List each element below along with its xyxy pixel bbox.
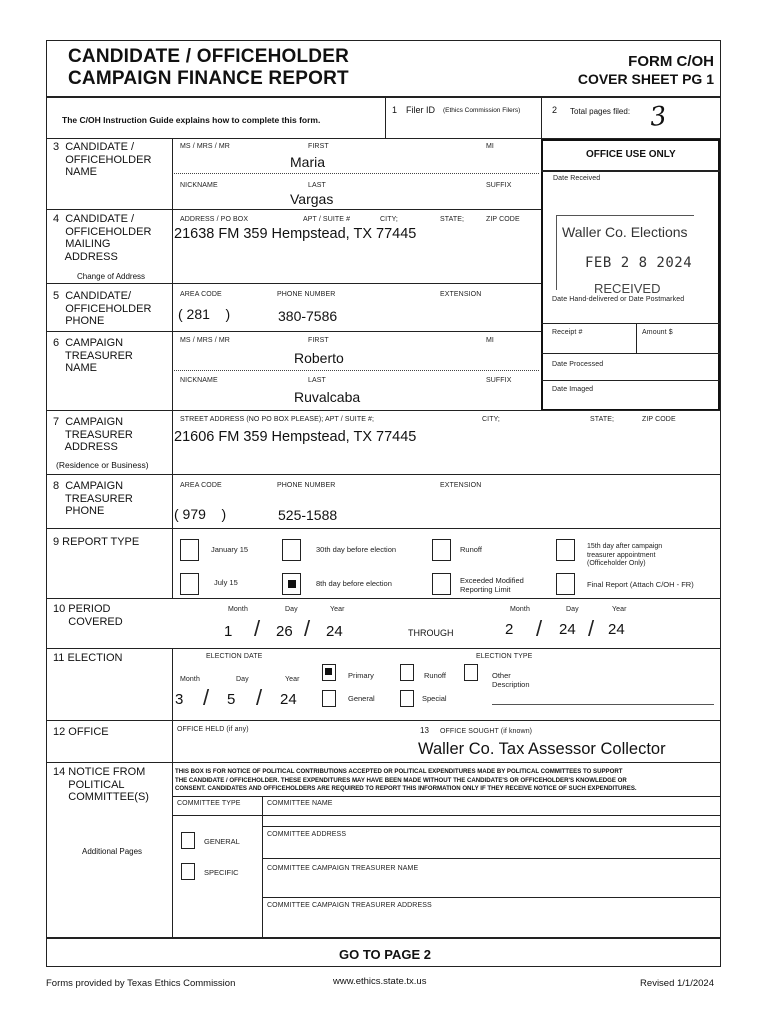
period-to-day[interactable]: 24 [559, 621, 576, 638]
report-type-july-15-checkbox[interactable] [180, 573, 199, 595]
stamp-received: RECEIVED [594, 281, 661, 296]
stamp-date: FEB 2 8 2024 [585, 255, 693, 271]
report-type-label: January 15 [211, 545, 249, 554]
change-of-address[interactable]: Change of Address [77, 272, 146, 281]
treasurer-first-name[interactable]: Roberto [294, 350, 344, 366]
s11-year-label: Year [285, 676, 300, 683]
s5-area-label: AREA CODE [180, 291, 222, 298]
stamp-entity: Waller Co. Elections [562, 224, 688, 240]
notice-line-1: THIS BOX IS FOR NOTICE OF POLITICAL CONTRIBUTIONS ACCEPTED OR POLITICAL EXPENDITURES MADE BY POLITICAL COMMITTEES TO SUPPORT [175, 768, 623, 775]
political-committee-notice [175, 768, 637, 794]
section-3-label: 3 CANDIDATE / OFFICEHOLDER NAME [53, 141, 152, 178]
candidate-first-name[interactable]: Maria [290, 154, 326, 170]
committee-address-label: COMMITTEE ADDRESS [267, 831, 347, 838]
s8-ext-label: EXTENSION [440, 482, 482, 489]
report-type-label: Final Report (Attach C/OH - FR) [587, 580, 694, 589]
date-imaged-label: Date Imaged [552, 386, 594, 393]
instruction-text: The C/OH Instruction Guide explains how to complete this form. [62, 115, 321, 125]
date-separator: / [536, 616, 543, 641]
filer-id-label: Filer ID [406, 105, 435, 115]
report-type-label: Runoff [460, 545, 482, 554]
election-day[interactable]: 5 [227, 691, 236, 708]
election-primary-checkbox[interactable] [322, 664, 336, 681]
s6-suffix-label: SUFFIX [486, 377, 512, 384]
committee-specific-label: SPECIFIC [204, 868, 239, 877]
committee-treasurer-address-label: COMMITTEE CAMPAIGN TREASURER ADDRESS [267, 902, 432, 909]
hand-delivered-label: Date Hand-delivered or Date Postmarked [552, 296, 685, 303]
s10-to-month-label: Month [510, 606, 530, 613]
s5-ext-label: EXTENSION [440, 291, 482, 298]
election-runoff-label: Runoff [424, 671, 446, 680]
period-from-month[interactable]: 1 [224, 623, 233, 640]
report-type-label: 30th day before election [316, 545, 397, 554]
election-runoff-checkbox[interactable] [400, 664, 414, 681]
s7-street-label: STREET ADDRESS (NO PO BOX PLEASE); APT / SUITE #; [180, 416, 375, 423]
filer-id-note: (Ethics Commission Filers) [443, 107, 521, 114]
candidate-phone[interactable]: 380-7586 [278, 308, 338, 324]
period-from-year[interactable]: 24 [326, 623, 343, 640]
s3-nickname-label: NICKNAME [180, 182, 218, 189]
report-type-label: Exceeded Modified Reporting Limit [460, 576, 524, 594]
report-type-label: 15th day after campaign treasurer appointment (Officeholder Only) [587, 543, 663, 567]
section-5-label: 5 CANDIDATE/ OFFICEHOLDER PHONE [53, 290, 152, 327]
checkbox-mark [288, 580, 296, 588]
committee-general-checkbox[interactable] [181, 832, 195, 849]
s6-mi-label: MI [486, 337, 494, 344]
s3-ms-label: MS / MRS / MR [180, 143, 230, 150]
office-use-title: OFFICE USE ONLY [586, 149, 676, 160]
election-general-label: General [348, 694, 375, 703]
report-type-runoff-checkbox[interactable] [432, 539, 451, 561]
s11-day-label: Day [236, 676, 249, 683]
report-type-8th-day-checkbox[interactable] [282, 573, 301, 595]
total-pages-label: Total pages filed: [570, 107, 631, 116]
s6-nickname-label: NICKNAME [180, 377, 218, 384]
committee-treasurer-name-label: COMMITTEE CAMPAIGN TREASURER NAME [267, 865, 419, 872]
section-9-label: 9 REPORT TYPE [53, 536, 140, 548]
section-8-label: 8 CAMPAIGN TREASURER PHONE [53, 480, 133, 517]
form-subtitle: COVER SHEET PG 1 [577, 71, 714, 87]
residence-or-business: (Residence or Business) [56, 460, 149, 470]
s7-zip-label: ZIP CODE [642, 416, 676, 423]
s10-to-year-label: Year [612, 606, 627, 613]
election-type-label: ELECTION TYPE [476, 653, 533, 660]
report-type-exceeded-limit-checkbox[interactable] [432, 573, 451, 595]
candidate-last-name[interactable]: Vargas [290, 191, 334, 207]
receipt-label: Receipt # [552, 329, 583, 336]
other-description-line[interactable] [492, 704, 714, 705]
report-type-label: 8th day before election [316, 579, 392, 588]
s7-city-label: CITY; [482, 416, 500, 423]
section-12-label: 12 OFFICE [53, 726, 109, 738]
s4-city-label: CITY; [380, 216, 398, 223]
footer-url[interactable]: www.ethics.state.tx.us [333, 976, 427, 987]
additional-pages-label: Additional Pages [82, 847, 143, 856]
committee-name-label: COMMITTEE NAME [267, 800, 333, 807]
form-id: FORM C/OH [628, 53, 714, 70]
total-pages-value[interactable]: 3 [648, 101, 669, 133]
filer-id-number: 1 [392, 105, 398, 115]
report-type-january-15-checkbox[interactable] [180, 539, 199, 561]
checkbox-mark [325, 668, 332, 675]
election-date-label: ELECTION DATE [206, 653, 263, 660]
s3-suffix-label: SUFFIX [486, 182, 512, 189]
office-held-label: OFFICE HELD (if any) [177, 726, 249, 733]
section-4-label: 4 CANDIDATE / OFFICEHOLDER MAILING ADDRESS [53, 213, 152, 263]
s6-last-label: LAST [308, 377, 326, 384]
date-separator: / [588, 616, 595, 641]
s10-from-month-label: Month [228, 606, 248, 613]
committee-specific-checkbox[interactable] [181, 863, 195, 880]
section-10-label: 10 PERIOD COVERED [53, 603, 123, 628]
election-special-label: Special [422, 694, 447, 703]
s10-from-day-label: Day [285, 606, 298, 613]
section-14-label: 14 NOTICE FROM POLITICAL COMMITTEE(S) [53, 766, 149, 803]
treasurer-last-name[interactable]: Ruvalcaba [294, 389, 361, 405]
footer-provided-by: Forms provided by Texas Ethics Commission [46, 978, 236, 989]
go-to-page-2: GO TO PAGE 2 [339, 947, 431, 962]
notice-line-2: THE CANDIDATE / OFFICEHOLDER. THESE EXPENDITURES MAY HAVE BEEN MADE WITHOUT THE CANDIDATE'S OR OFFICEHOLDER'S KNOWLEDGE OR [175, 776, 627, 784]
s6-ms-label: MS / MRS / MR [180, 337, 230, 344]
s4-apt-label: APT / SUITE # [303, 216, 351, 223]
s4-address-label: ADDRESS / PO BOX [180, 216, 249, 223]
notice-line-3: CONSENT. CANDIDATES AND OFFICEHOLDERS ARE REQUIRED TO REPORT THIS INFORMATION ONLY IF THEY RECEIVE NOTICE OF SUCH EXPENDITURES. [175, 785, 637, 792]
section-13-number: 13 [420, 726, 429, 735]
pages-number: 2 [552, 105, 558, 115]
election-general-checkbox[interactable] [322, 690, 336, 707]
s8-area-label: AREA CODE [180, 482, 222, 489]
section-6-label: 6 CAMPAIGN TREASURER NAME [53, 337, 133, 374]
period-from-day[interactable]: 26 [276, 623, 293, 640]
s4-state-label: STATE; [440, 216, 465, 223]
s11-month-label: Month [180, 676, 200, 683]
s10-to-day-label: Day [566, 606, 579, 613]
report-type-label: July 15 [214, 578, 238, 587]
s10-from-year-label: Year [330, 606, 345, 613]
s7-state-label: STATE; [590, 416, 615, 423]
section-7-label: 7 CAMPAIGN TREASURER ADDRESS [53, 416, 133, 453]
s3-first-label: FIRST [308, 143, 329, 150]
period-to-year[interactable]: 24 [608, 621, 625, 638]
election-primary-label: Primary [348, 671, 374, 680]
form-title-line1: CANDIDATE / OFFICEHOLDER [68, 46, 349, 67]
office-sought-value[interactable]: Waller Co. Tax Assessor Collector [418, 740, 666, 758]
office-sought-label: OFFICE SOUGHT (if known) [440, 728, 533, 735]
committee-general-label: GENERAL [204, 837, 240, 846]
form-title-line2: CAMPAIGN FINANCE REPORT [68, 68, 349, 89]
date-separator: / [254, 616, 261, 641]
report-type-15th-day-checkbox[interactable] [556, 539, 575, 561]
treasurer-phone[interactable]: 525-1588 [278, 507, 338, 523]
election-other-checkbox[interactable] [464, 664, 478, 681]
candidate-area-code[interactable]: ( 281 ) [178, 306, 231, 322]
report-type-30th-day-checkbox[interactable] [282, 539, 301, 561]
report-type-final-report-checkbox[interactable] [556, 573, 575, 595]
amount-label: Amount $ [642, 329, 673, 336]
date-separator: / [304, 616, 311, 641]
s4-zip-label: ZIP CODE [486, 216, 520, 223]
election-month[interactable]: 3 [175, 691, 184, 708]
committee-type-label: COMMITTEE TYPE [177, 800, 241, 807]
date-received-label: Date Received [553, 175, 601, 182]
through-label: THROUGH [408, 628, 454, 638]
s3-last-label: LAST [308, 182, 326, 189]
date-separator: / [256, 685, 263, 710]
candidate-mailing-address[interactable]: 21638 FM 359 Hempstead, TX 77445 [174, 226, 417, 242]
s6-first-label: FIRST [308, 337, 329, 344]
election-special-checkbox[interactable] [400, 690, 414, 707]
date-processed-label: Date Processed [552, 361, 604, 368]
s5-phone-label: PHONE NUMBER [277, 291, 336, 298]
footer-revised: Revised 1/1/2024 [640, 978, 714, 989]
election-other-label: Other Description [492, 671, 530, 689]
s8-phone-label: PHONE NUMBER [277, 482, 336, 489]
election-year[interactable]: 24 [280, 691, 297, 708]
period-to-month[interactable]: 2 [505, 621, 514, 638]
treasurer-address[interactable]: 21606 FM 359 Hempstead, TX 77445 [174, 429, 417, 445]
section-11-label: 11 ELECTION [53, 652, 123, 664]
s3-mi-label: MI [486, 143, 494, 150]
date-separator: / [203, 685, 210, 710]
treasurer-area-code[interactable]: ( 979 ) [174, 506, 227, 522]
